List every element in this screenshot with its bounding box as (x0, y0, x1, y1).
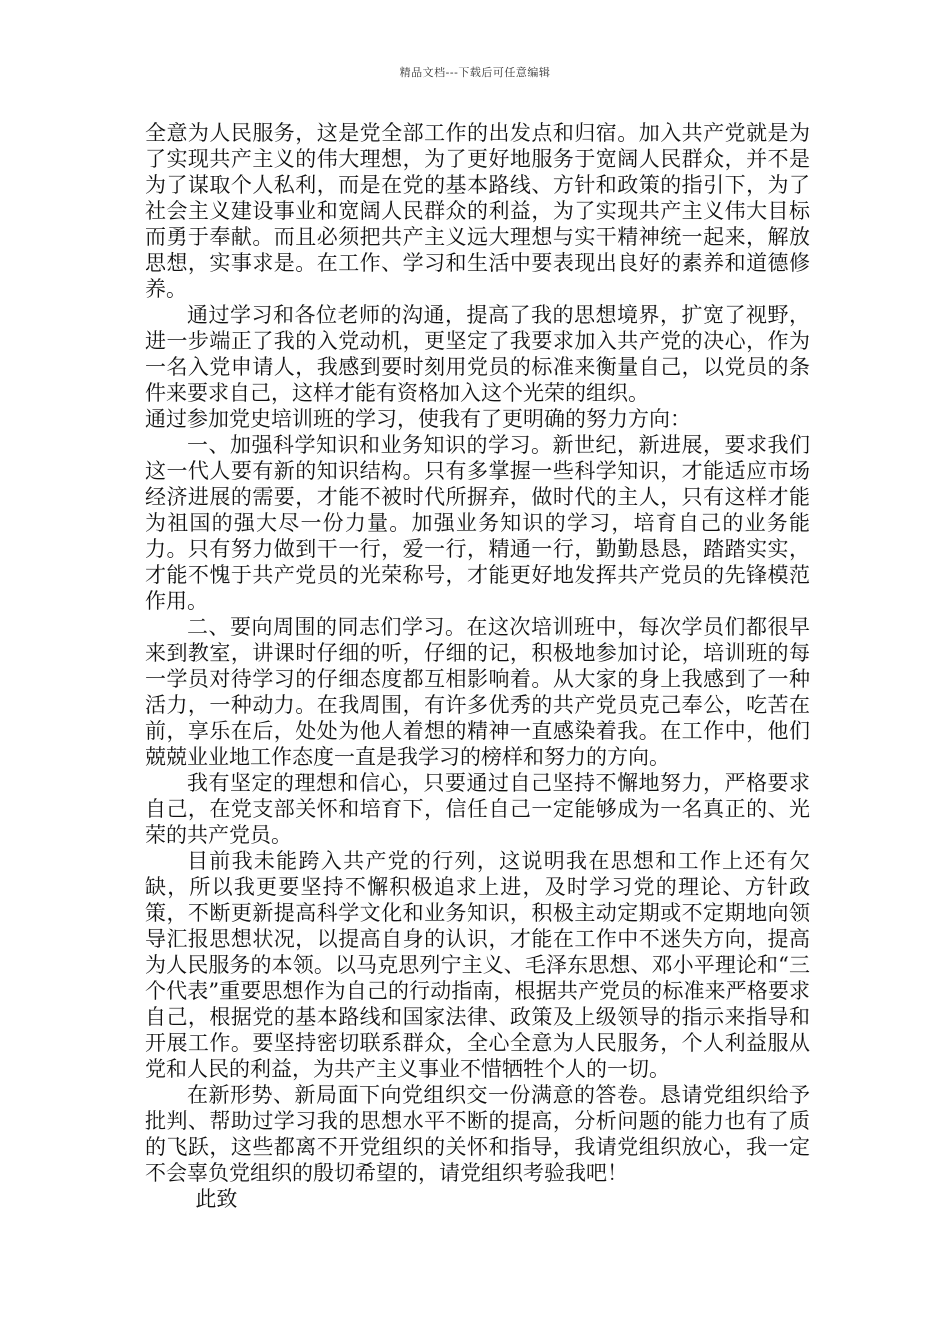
closing-salutation: 此致 (195, 1187, 238, 1211)
paragraph-6: 我有坚定的理想和信心，只要通过自己坚持不懈地努力，严格要求自己，在党支部关怀和培育下，信任自己一定能够成为一名真正的、光荣的共产党员。 (145, 771, 810, 847)
paragraph-8: 在新形势、新局面下向党组织交一份满意的答卷。恳请党组织给予批判、帮助过学习我的思想水平不断的提高，分析问题的能力也有了质的飞跃，这些都离不开党组织的关怀和指导，我请党组织放心，我一定不会辜负党组织的殷切希望的，请党组织考验我吧！ (145, 1083, 810, 1185)
paragraph-7: 目前我未能跨入共产党的行列，这说明我在思想和工作上还有欠缺，所以我更要坚持不懈积极追求上进，及时学习党的理论、方针政策，不断更新提高科学文化和业务知识，积极主动定期或不定期地向领导汇报思想状况，以提高自身的认识，才能在工作中不迷失方向，提高为人民服务的本领。以马克思列宁主义、毛泽东思想、邓小平理论和“三个代表”重要思想作为自己的行动指南，根据共产党员的标准来严格要求自己，根据党的基本路线和国家法律、政策及上级领导的指示来指导和开展工作。要坚持密切联系群众，全心全意为人民服务，个人利益服从党和人民的利益，为共产主义事业不惜牺牲个人的一切。 (145, 849, 810, 1081)
paragraph-4: 一、加强科学知识和业务知识的学习。新世纪，新进展，要求我们这一代人要有新的知识结构。只有多掌握一些科学知识，才能适应市场经济进展的需要，才能不被时代所摒弃，做时代的主人，只有这样才能为祖国的强大尽一份力量。加强业务知识的学习，培育自己的业务能力。只有努力做到干一行，爱一行，精通一行，勤勤恳恳，踏踏实实，才能不愧于共产党员的光荣称号，才能更好地发挥共产党员的先锋模范作用。 (145, 433, 810, 613)
document-body (145, 120, 810, 1212)
paragraph-5: 二、要向周围的同志们学习。在这次培训班中，每次学员们都很早来到教室，讲课时仔细的听，仔细的记，积极地参加讨论，培训班的每一学员对待学习的仔细态度都互相影响着。从大家的身上我感到了一种活力，一种动力。在我周围，有许多优秀的共产党员克己奉公，吃苦在前，享乐在后，处处为他人着想的精神一直感染着我。在工作中，他们兢兢业业地工作态度一直是我学习的榜样和努力的方向。 (145, 615, 810, 769)
paragraph-1: 全意为人民服务，这是党全部工作的出发点和归宿。加入共产党就是为了实现共产主义的伟大理想，为了更好地服务于宽阔人民群众，并不是为了谋取个人私利，而是在党的基本路线、方针和政策的指引下，为了社会主义建设事业和宽阔人民群众的利益，为了实现共产主义伟大目标而勇于奉献。而且必须把共产主义远大理想与实干精神统一起来，解放思想，实事求是。在工作、学习和生活中要表现出良好的素养和道德修养。 (145, 121, 810, 301)
paragraph-2: 通过学习和各位老师的沟通，提高了我的思想境界，扩宽了视野，进一步端正了我的入党动机，更坚定了我要求加入共产党的决心，作为一名入党申请人，我感到要时刻用党员的标准来衡量自己，以党员的条件来要求自己，这样才能有资格加入这个光荣的组织。 (145, 303, 810, 405)
paragraph-3: 通过参加党史培训班的学习，使我有了更明确的努力方向： (145, 407, 691, 431)
header-watermark-note: 精品文档---下载后可任意编辑 (399, 66, 551, 79)
